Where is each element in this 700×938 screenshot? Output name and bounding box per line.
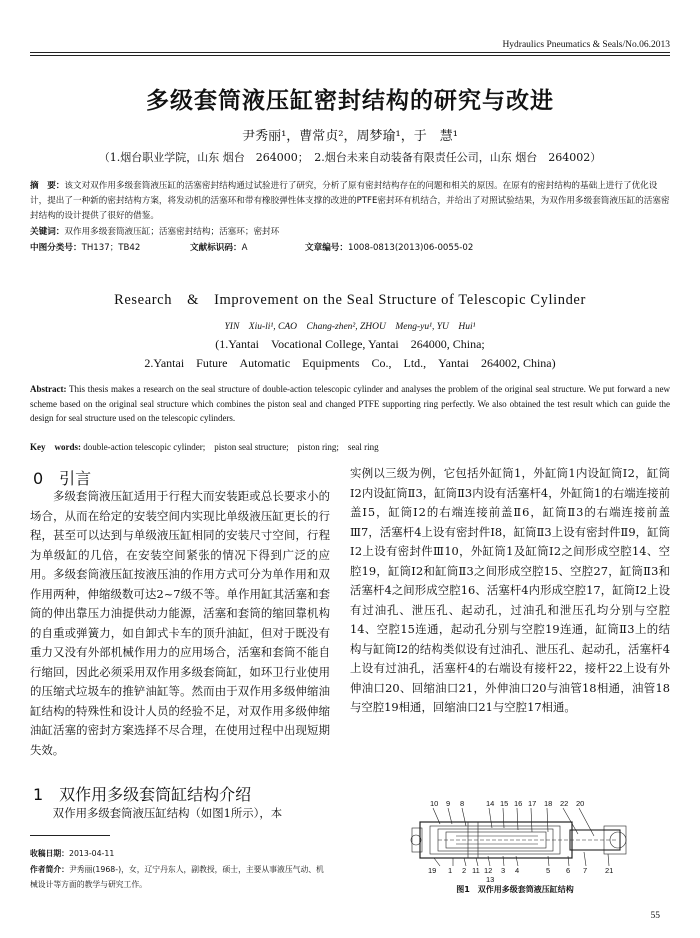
section-0-heading: 0 引言 xyxy=(33,469,92,488)
figure-label-13: 13 xyxy=(486,875,495,884)
figure-label-9: 9 xyxy=(446,799,451,808)
section-1-heading: 1 双作用多级套筒缸结构介绍 xyxy=(33,785,252,804)
figure-label-3: 3 xyxy=(501,866,506,875)
affiliation-english-2: 2.Yantai Future Automatic Equipments Co., Ltd., Yantai 264002, China) xyxy=(144,356,556,370)
authors-english: YIN Xiu-li¹, CAO Chang-zhen², ZHOU Meng-yu¹, YU Hui¹ xyxy=(224,322,476,332)
figure-label-17: 17 xyxy=(528,799,537,808)
right-column-body: 实例以三级为例，它包括外缸筒1，外缸筒1内设缸筒Ⅰ2，缸筒Ⅰ2内设缸筒Ⅱ3，缸筒Ⅱ3内设有活塞杆4，外缸筒1的右端连接前盖Ⅰ5，缸筒Ⅰ2的右端连接前盖Ⅱ6，缸筒Ⅱ3的右端连接前盖Ⅲ7，活塞杆4上设有密封件Ⅰ8，缸筒Ⅱ3上设有密封件Ⅱ9，缸筒Ⅰ2上设有密封件Ⅲ10，外缸筒1及缸筒Ⅰ2之间形成空腔14、空腔19，缸筒Ⅰ2和缸筒Ⅱ3之间形成空腔15、空腔27，缸筒Ⅱ3和活塞杆4之间形成空腔16、活塞杆4内形成空腔17，缸筒Ⅰ2上设有过油孔、泄压孔、起动孔，过油孔和泄压孔均分别与空腔14、空腔15连通，起动孔分别与空腔19连通，缸筒Ⅱ3上的结构与缸筒Ⅰ2的结构类似设有过油孔、泄压孔、起动孔，活塞杆4上设有过油孔，活塞杆4的右端设有接杆22，接杆22上设有外伸油口20、回缩油口21，外伸油口20与油管18相通，油管18与空腔19相通，回缩油口21与空腔17相通。 xyxy=(350,466,670,714)
author-bio-value: 尹秀丽(1968-)，女，辽宁丹东人，副教授，硕士，主要从事液压气动、机械设计等方面的教学与研究工作。 xyxy=(30,865,324,889)
figure-1-caption: 图1 双作用多级套筒液压缸结构 xyxy=(456,885,574,894)
abstract-english-label: Abstract: xyxy=(30,384,67,394)
keywords-chinese-label: 关键词： xyxy=(30,227,65,237)
page-number: 55 xyxy=(650,911,660,921)
figure-label-5: 5 xyxy=(546,866,551,875)
keywords-english xyxy=(30,440,670,453)
figure-label-15: 15 xyxy=(500,799,509,808)
received-value: 2013-04-11 xyxy=(68,849,115,858)
figure-label-21: 21 xyxy=(605,866,614,875)
figure-label-7: 7 xyxy=(583,866,588,875)
figure-label-2: 2 xyxy=(462,866,467,875)
figure-label-20: 20 xyxy=(576,799,585,808)
section-0-text: 多级套筒液压缸适用于行程大而安装距或总长要求小的场合，从而在给定的安装空间内实现比单级液压缸更长的行程，甚至可以达到与单级液压缸相同的安装尺寸空间，行程为单级缸的几倍，在安装空间紧张的情况下得到广泛的应用。多级套筒液压缸按液压油的作用方式可分为单作用和双作用两种，伸缩级数可达2~7级不等。单作用缸其活塞和套筒的伸出靠压力油提供动力能源，活塞和套筒的缩回靠机构的自重或弹簧力，如自卸式卡车的顶升油缸，但对于既没有重力又没有外部机械作用力的应用场合，活塞和套筒不能自行缩回，因此必须采用双作用多级套筒缸，如环卫行业使用的压缩式垃圾车的推铲油缸等。然而由于双作用多级伸缩油缸结构的特殊性和设计人员的经验不足，对双作用多级伸缩油缸活塞的密封方案选择不尽合理，在使用过程中出现短期失效。 xyxy=(30,489,330,757)
cylinder-diagram xyxy=(408,798,638,884)
header-rule xyxy=(30,52,670,53)
affiliation-english-1: (1.Yantai Vocational College, Yantai 264000, China; xyxy=(215,337,485,351)
abstract-english-text: This thesis makes a research on the seal structure of double-action telescopic cylinder and analyses the problem of the original seal structure. We put forward a new scheme based on the original seal structure which combines the piston seal and changed PTFE supporting ring perfectly. We also obtained the test result which can guide the design for seal structure used on the telescopic cylinders. xyxy=(30,384,670,424)
journal-header: Hydraulics Pneumatics & Seals/No.06.2013 xyxy=(502,40,670,50)
affiliations-chinese: （1.烟台职业学院，山东 烟台 264000； 2.烟台未来自动装备有限责任公司，山东 烟台 264002） xyxy=(98,151,602,164)
authors-chinese: 尹秀丽¹，曹常贞²，周梦瑜¹，于 慧¹ xyxy=(242,129,458,144)
article-number-label: 文章编号： xyxy=(305,243,348,253)
doc-code-value: A xyxy=(241,243,248,253)
title-english: Research & Improvement on the Seal Structure of Telescopic Cylinder xyxy=(114,292,586,308)
classification-line xyxy=(30,241,670,256)
author-bio-label: 作者简介： xyxy=(30,865,69,874)
figure-label-19: 19 xyxy=(428,866,437,875)
figure-label-16: 16 xyxy=(514,799,523,808)
header-rule-thin xyxy=(30,55,670,56)
footnote-author xyxy=(30,862,330,892)
figure-label-6: 6 xyxy=(566,866,571,875)
figure-label-4: 4 xyxy=(515,866,520,875)
figure-label-12: 12 xyxy=(484,866,493,875)
doc-code-label: 文献标识码： xyxy=(190,243,242,253)
clc-value: TH137；TB42 xyxy=(81,243,141,253)
footnote-rule xyxy=(30,835,110,836)
keywords-chinese-text: 双作用多级套筒液压缸；活塞密封结构；活塞环；密封环 xyxy=(64,227,280,237)
figure-label-8: 8 xyxy=(460,799,465,808)
section-1-body xyxy=(30,804,330,824)
abstract-chinese-text: 该文对双作用多级套筒液压缸的活塞密封结构通过试验进行了研究，分析了原有密封结构存在的问题和相关的原因。在原有的密封结构的基础上进行了优化设计，提出了一种新的密封结构方案，将发动机的活塞环和带有橡胶弹性体支撑的改进的PTFE密封环有机结合，并给出了对照试验结果，为双作用多级套筒液压缸的活塞密封结构的设计提供了很好的借鉴。 xyxy=(30,181,670,221)
figure-label-22: 22 xyxy=(560,799,569,808)
article-number-value: 1008-0813(2013)06-0055-02 xyxy=(347,243,474,253)
clc-label: 中图分类号： xyxy=(30,243,82,253)
figure-label-1: 1 xyxy=(448,866,453,875)
keywords-chinese xyxy=(30,225,670,240)
footnote-received xyxy=(30,846,330,861)
figure-label-10: 10 xyxy=(430,799,439,808)
received-label: 收稿日期： xyxy=(30,849,69,858)
keywords-english-text: double-action telescopic cylinder; piston seal structure; piston ring; seal ring xyxy=(81,442,379,452)
figure-label-18: 18 xyxy=(544,799,553,808)
title-chinese: 多级套筒液压缸密封结构的研究与改进 xyxy=(146,88,554,114)
figure-1 xyxy=(408,798,638,884)
section-1-text: 双作用多级套筒液压缸结构（如图1所示），本 xyxy=(52,806,283,820)
figure-label-14: 14 xyxy=(486,799,495,808)
section-0-body xyxy=(30,487,330,760)
abstract-english xyxy=(30,382,670,426)
abstract-chinese-label: 摘 要： xyxy=(30,181,65,191)
figure-label-11: 11 xyxy=(472,866,480,875)
keywords-english-label: Key words: xyxy=(30,442,81,452)
abstract-chinese xyxy=(30,179,670,224)
